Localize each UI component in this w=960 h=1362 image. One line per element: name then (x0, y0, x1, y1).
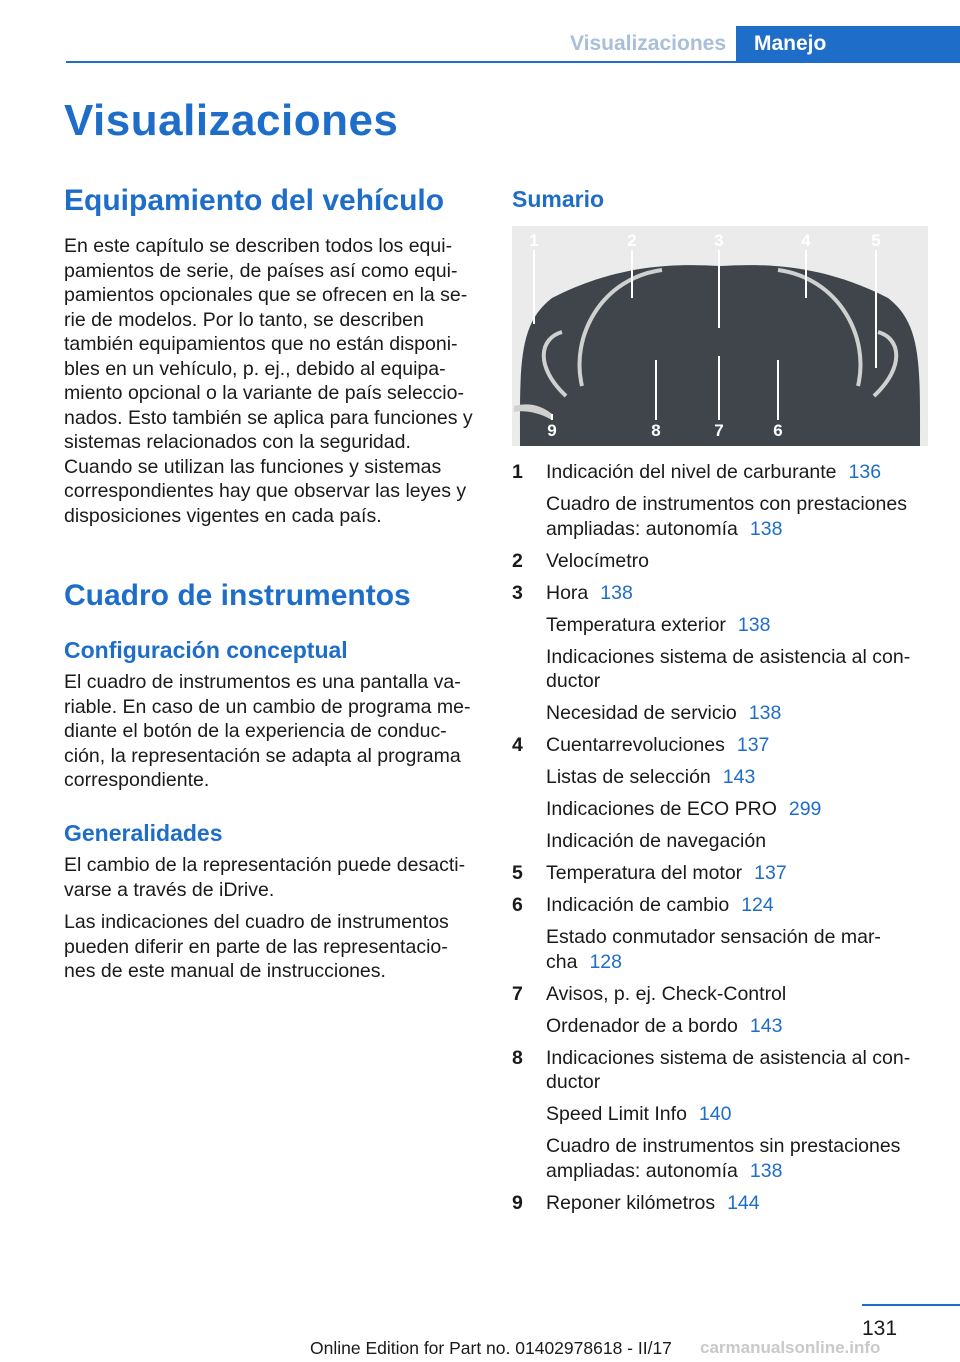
list-item-1 (512, 460, 932, 541)
page-reference-link[interactable]: 137 (736, 734, 770, 756)
page-reference-link[interactable]: 138 (600, 581, 633, 604)
entry (546, 733, 932, 758)
text-line: rie de modelos. Por lo tanto, se describen (64, 308, 424, 331)
text-line: también equipamientos que no están disponi- (64, 333, 458, 355)
figure-label-1: 1 (529, 231, 539, 250)
page-reference-link[interactable]: 299 (788, 798, 822, 820)
text-line: El cuadro de instrumentos es una pantalla va- (64, 671, 461, 693)
footer-divider (862, 1304, 960, 1306)
page-reference-link[interactable]: 137 (754, 862, 787, 884)
entry-text: Cuadro de instrumentos sin prestaciones (546, 1135, 901, 1157)
page-reference-link[interactable]: 143 (722, 766, 756, 788)
entry (546, 1014, 932, 1039)
page-reference-link[interactable]: 144 (727, 1191, 760, 1214)
text-line: pueden diferir en parte de las representacio- (64, 935, 448, 958)
watermark: carmanualsonline.info (700, 1338, 881, 1357)
item-number: 2 (512, 549, 523, 572)
item-number: 4 (512, 734, 523, 756)
entry-text: Indicación del nivel de carburante (546, 461, 837, 483)
text-line: Cuando se utilizan las funciones y sistemas (64, 455, 442, 478)
header-section-title: Visualizaciones (569, 32, 727, 55)
text-line: pamientos opcionales que se ofrecen en la se- (64, 284, 468, 306)
entry (546, 893, 932, 918)
entry-text: Ordenador de a bordo (546, 1014, 738, 1037)
text-line: sistemas relacionados con la seguridad. (64, 431, 411, 453)
paragraph-equipamiento (64, 234, 482, 528)
entry-text: Listas de selección (546, 766, 711, 788)
entry (546, 701, 932, 726)
page-reference-link[interactable]: 138 (749, 517, 783, 540)
list-item-5 (512, 861, 932, 886)
list-item-7 (512, 982, 932, 1039)
subheading-configuracion: Configuración conceptual (64, 637, 348, 663)
page-reference-link[interactable]: 138 (737, 613, 771, 636)
entry (546, 645, 932, 694)
entry-text: Indicación de cambio (546, 894, 730, 916)
subheading-sumario: Sumario (512, 186, 605, 212)
list-item-2 (512, 549, 932, 574)
text-line: ción, la representación se adapta al programa (64, 744, 461, 767)
entry (546, 1102, 932, 1127)
entry-text: Temperatura del motor (546, 862, 743, 884)
text-line: pamientos de serie, de países así como equi- (64, 259, 458, 282)
list-item-9 (512, 1191, 932, 1216)
entry-text: Necesidad de servicio (546, 702, 737, 724)
edition-note: Online Edition for Part no. 01402978618 - II/17 (310, 1338, 672, 1358)
text-line: En este capítulo se describen todos los equi- (64, 235, 453, 257)
figure-label-6: 6 (773, 421, 783, 440)
paragraph-generalidades-2 (64, 910, 482, 984)
entry-text: Cuentarrevoluciones (546, 734, 725, 756)
entry (546, 861, 932, 886)
subheading-generalidades: Generalidades (64, 820, 223, 846)
entry (546, 613, 932, 638)
figure-label-4: 4 (801, 231, 811, 250)
text-line: correspondientes hay que observar las leyes y (64, 480, 467, 502)
entry (546, 581, 932, 606)
list-item-6 (512, 893, 932, 974)
item-number: 5 (512, 862, 523, 884)
page-reference-link[interactable]: 138 (749, 1159, 783, 1182)
entry-text: ampliadas: autonomía (546, 1159, 738, 1182)
text-line: miento opcional o la variante de país seleccio- (64, 382, 464, 404)
instrument-cluster-figure (512, 226, 928, 446)
text-line: diante el botón de la experiencia de conduc- (64, 720, 447, 742)
paragraph-configuracion (64, 670, 482, 793)
text-line: nados. Esto también se aplica para funciones y (64, 406, 473, 429)
page-reference-link[interactable]: 138 (748, 702, 782, 724)
page-reference-link[interactable]: 143 (749, 1014, 783, 1037)
entry-text: Indicaciones sistema de asistencia al con- (546, 645, 911, 668)
list-item-3 (512, 581, 932, 726)
text-line: Las indicaciones del cuadro de instrumentos (64, 911, 449, 933)
page-reference-link[interactable]: 136 (848, 461, 882, 483)
entry-text: Indicaciones de ECO PRO (546, 798, 777, 820)
entry (546, 925, 932, 974)
item-number: 1 (512, 461, 523, 483)
entry-text: Cuadro de instrumentos con prestaciones (546, 493, 907, 515)
entry-text: ductor (546, 670, 601, 692)
entry (546, 765, 932, 790)
entry (546, 982, 932, 1007)
text-line: El cambio de la representación puede desacti- (64, 854, 466, 876)
page-reference-link[interactable]: 124 (741, 894, 774, 916)
entry-text: Hora (546, 581, 589, 604)
entry (546, 797, 932, 822)
text-line: disposiciones vigentes en cada país. (64, 504, 382, 527)
paragraph-generalidades-1 (64, 853, 482, 902)
entry-text: ampliadas: autonomía (546, 517, 738, 540)
entry-text: Reponer kilómetros (546, 1191, 716, 1214)
list-item-4 (512, 733, 932, 854)
page-reference-link[interactable]: 128 (589, 950, 622, 973)
text-line: varse a través de iDrive. (64, 878, 275, 901)
item-number: 7 (512, 982, 523, 1005)
section-heading-equipamiento: Equipamiento del vehículo (64, 184, 445, 217)
item-number: 8 (512, 1046, 523, 1069)
entry (546, 1046, 932, 1095)
header-chapter-tab: Manejo (736, 26, 960, 61)
entry-text: Speed Limit Info (546, 1103, 687, 1125)
entry (546, 492, 932, 541)
entry (546, 829, 932, 854)
entry-text: Indicaciones sistema de asistencia al con- (546, 1046, 911, 1069)
text-line: bles en un vehículo, p. ej., debido al equipa- (64, 357, 446, 380)
entry-text: cha (546, 950, 578, 973)
figure-label-3: 3 (714, 231, 724, 250)
page-number: 131 (862, 1317, 898, 1340)
text-line: correspondiente. (64, 769, 210, 791)
page-reference-link[interactable]: 140 (698, 1103, 732, 1125)
entry-text: Estado conmutador sensación de mar- (546, 926, 881, 948)
entry-text: Temperatura exterior (546, 613, 726, 636)
section-heading-cuadro: Cuadro de instrumentos (64, 579, 411, 612)
entry (546, 1191, 932, 1216)
entry-text: ductor (546, 1071, 601, 1093)
text-line: nes de este manual de instrucciones. (64, 960, 386, 982)
figure-label-9: 9 (547, 421, 557, 440)
entry (546, 460, 932, 485)
item-number: 6 (512, 894, 523, 916)
text-line: riable. En caso de un cambio de programa me- (64, 695, 471, 718)
figure-label-2: 2 (627, 231, 637, 250)
figure-label-5: 5 (871, 231, 881, 250)
list-item-8 (512, 1046, 932, 1184)
entry (546, 1134, 932, 1183)
figure-label-7: 7 (714, 421, 724, 440)
entry-text: Avisos, p. ej. Check-Control (546, 982, 787, 1005)
entry-text: Velocímetro (546, 549, 649, 572)
item-number: 9 (512, 1191, 523, 1214)
legend-list (512, 460, 932, 1223)
figure-label-8: 8 (651, 421, 661, 440)
item-number: 3 (512, 581, 523, 604)
entry-text: Indicación de navegación (546, 830, 767, 852)
header-divider (66, 61, 960, 63)
entry (546, 549, 932, 574)
page-title: Visualizaciones (64, 96, 399, 145)
